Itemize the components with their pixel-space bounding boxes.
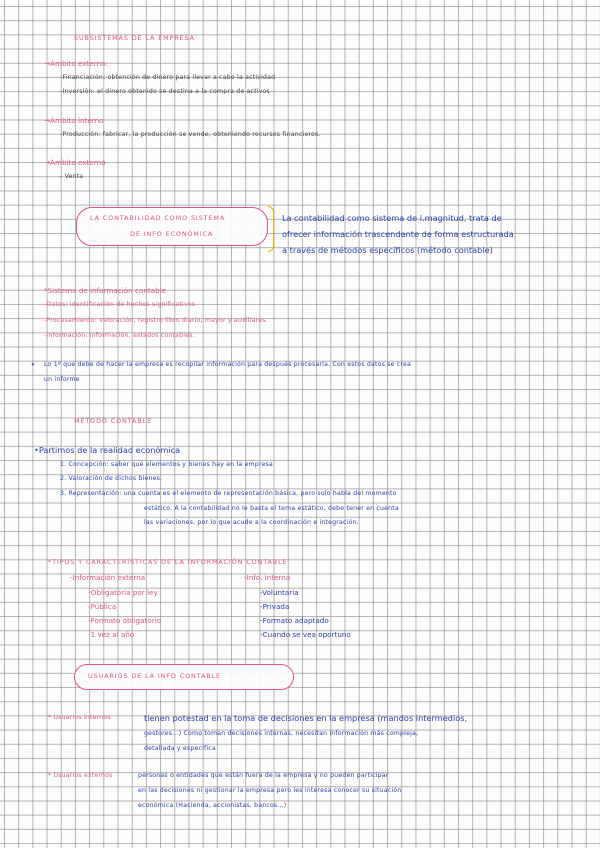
text-line: -Inversión: el dinero obtenido se destina a la compra de activos	[60, 88, 270, 95]
section-title: MÉTODO CONTABLE	[74, 417, 153, 425]
text-line: 3. Representación: una cuenta es el elemento de representación básica, pero solo habla del momento	[60, 490, 397, 497]
text-line: -Datos: identificación de hechos significativos	[44, 301, 196, 308]
section-title: *TIPOS Y CARACTERÍSTICAS DE LA INFORMACIÓN CONTABLE	[48, 558, 288, 566]
definition-line: a través de métodos específicos (método contable)	[282, 245, 493, 255]
user-type-heading: * Usuarios externos	[48, 772, 113, 779]
section-heading: →Ámbito externo	[44, 158, 106, 167]
list-item: -1 vez al año	[88, 630, 135, 639]
cloud-label: LA CONTABILIDAD COMO SISTEMA	[90, 214, 226, 222]
list-item: -Privada	[260, 602, 290, 611]
text-line: detallada y específica	[144, 745, 216, 752]
list-item: -Voluntaria	[260, 588, 299, 597]
text-line: gestores...) Como toman decisiones internas, necesitan información más compleja,	[144, 730, 419, 737]
text-line: 1. Concepción: saber qué elementos y bienes hay en la empresa	[60, 461, 273, 468]
star-icon: ⋆	[30, 359, 36, 370]
section-heading: →Ámbito externo:	[44, 59, 108, 68]
text-line: tienen potestad en la toma de decisiones en la empresa (mandos intermedios,	[144, 713, 468, 723]
text-line: -Información: información, estados contables.	[44, 332, 195, 339]
list-item: -Cuando se vea oportuno	[260, 630, 351, 639]
list-item: -Formato obligatorio	[88, 616, 162, 625]
text-line: -Financiación: obtención de dinero para llevar a cabo la actividad	[60, 74, 276, 81]
section-heading: *Sistema de información contable	[44, 286, 167, 295]
cloud-label: DE INFO ECONÓMICA	[130, 230, 214, 238]
text-line: -Procesamiento: valoración, registro libro diario, mayor y auxiliares.	[44, 317, 268, 324]
text-line: las variaciones, por lo que acude a la coordinación e integración.	[144, 519, 359, 526]
text-line: estático. A la contabilidad no le basta el tema estático, debe tener en cuenta	[144, 505, 399, 512]
text-line: -Producción: fabricar, la producción se vende, obteniendo recursos financieros.	[60, 131, 321, 138]
user-type-heading: * Usuarios internos	[48, 714, 111, 721]
text-line: personas o entidades que están fuera de la empresa y no pueden participar	[138, 772, 389, 779]
paragraph-line: un informe	[44, 376, 80, 383]
brace-icon	[268, 206, 274, 252]
list-item: -Obligatoria por ley	[88, 588, 158, 597]
text-line: - Venta	[60, 173, 84, 180]
topic-cloud	[76, 207, 268, 246]
text-line: económica (Hacienda, accionistas, bancos...)	[138, 802, 287, 809]
section-heading: →Ámbito interno	[44, 116, 104, 125]
page-title: SUBSISTEMAS DE LA EMPRESA	[74, 34, 195, 42]
definition-line: ofrecer información trascendente de forma estructurada	[282, 229, 514, 239]
column-heading: -Información externa	[70, 573, 146, 582]
list-item: -Pública	[88, 602, 117, 611]
text-line: 2. Valoración de dichos bienes.	[60, 475, 163, 482]
paragraph-line: Lo 1º que debe de hacer la empresa es recopilar información para después procesarla. Con estos datos se crea	[44, 361, 411, 368]
cloud-label: USUARIOS DE LA INFO CONTABLE	[88, 672, 221, 680]
list-item: -Formato adaptado	[260, 616, 329, 625]
section-heading: •Partimos de la realidad económica	[34, 445, 181, 455]
definition-line: La contabilidad como sistema de i.magnitud, trata de	[282, 213, 502, 223]
column-heading: -Info. interna	[244, 573, 291, 582]
text-line: en las decisiones ni gestionar la empresa pero les interesa conocer su situación	[138, 787, 402, 794]
